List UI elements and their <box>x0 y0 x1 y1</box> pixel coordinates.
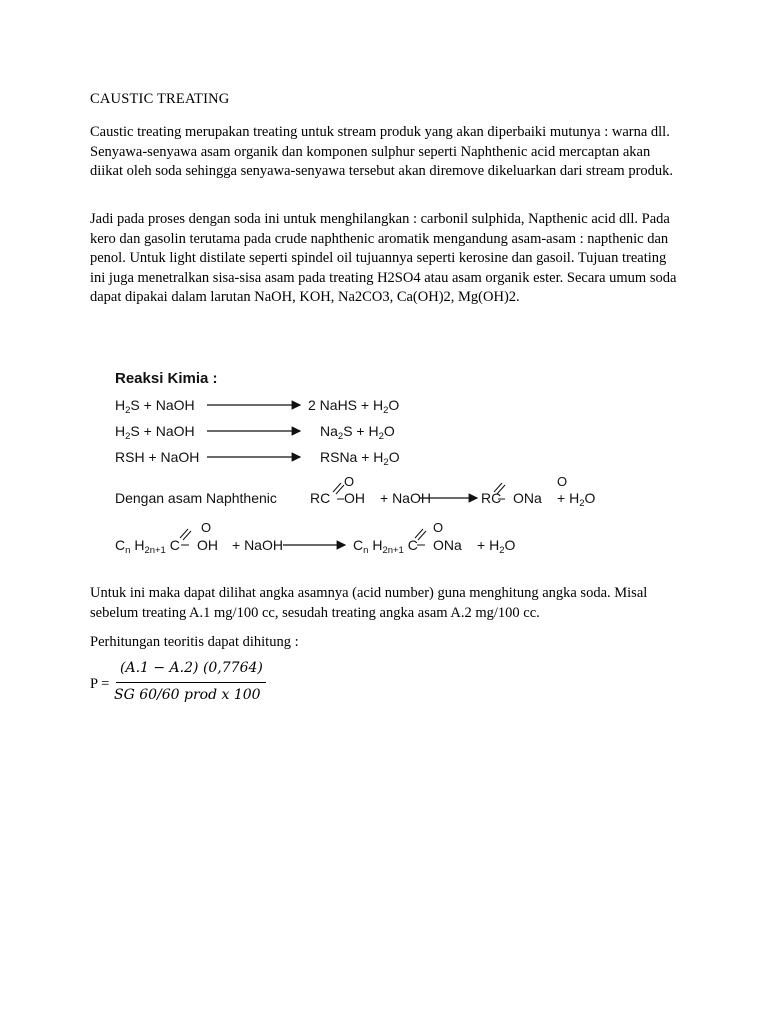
r4-rc-2: RC <box>481 490 502 506</box>
r1-reactants: $H_2S$ + NaOH <box>115 397 195 416</box>
r5-oxygen-1: O <box>201 520 212 535</box>
r1-products: 2 NaHS + $H_2O$ <box>308 397 400 416</box>
formula-block <box>90 660 350 710</box>
formula-numerator: (A.1 − A.2) (0,7764) <box>120 660 263 676</box>
reaction-heading: Reaksi Kimia : <box>115 370 218 387</box>
r5-alkyl: $C_n$ $H_{2n+1}$ C <box>115 537 180 556</box>
formula-label: P = <box>90 676 110 692</box>
r4-rc-1: RC <box>310 490 331 506</box>
paragraph-intro: Caustic treating merupakan treating untuk stream produk yang akan diperbaiki mutunya : warna dll. Senyawa-senyawa asam organik dan komponen sulphur seperti Naphthenic acid mercaptan akan diikat oleh soda sehingga senyawa-senyawa tersebut akan diremove dikeluarkan dari stream produk. <box>90 124 674 179</box>
document-title: CAUSTIC TREATING <box>90 91 230 107</box>
fraction-bar <box>116 682 266 683</box>
formula-denominator: SG 60/60 prod x 100 <box>114 687 261 703</box>
r4-oxygen-2: O <box>557 474 568 489</box>
r2-reactants: $H_2S$ + NaOH <box>115 423 195 442</box>
reaction-figure <box>115 368 635 563</box>
r4-oh: OH <box>344 490 365 506</box>
r4-plus-h2o: + $H_2O$ <box>557 490 596 509</box>
paragraph-process: Jadi pada proses dengan soda ini untuk menghilangkan : carbonil sulphida, Napthenic acid dll. Pada kero dan gasolin terutama pada crude naphthenic aromatik mengandung asam-asam : napthenic dan penol. Untuk light distilate seperti spindel oil tujuannya seperti kerosine dan gasoil. Tujuan treating ini juga menetralkan sisa-sisa asam pada treating H2SO4 atau asam organik ester. Secara umum soda dapat dipakai dalam larutan NaOH, KOH, Na2CO3, Ca(OH)2, Mg(OH)2. <box>90 211 677 305</box>
r4-plus-naoh: + NaOH <box>380 490 431 506</box>
r4-label: Dengan asam Naphthenic <box>115 490 277 506</box>
r4-ona: ONa <box>513 490 542 506</box>
r5-ona: ONa <box>433 537 462 553</box>
paragraph-calculation: Perhitungan teoritis dapat dihitung : <box>90 634 299 650</box>
r5-plus-h2o: + $H_2O$ <box>477 537 516 556</box>
r5-product-alkyl: $C_n$ $H_{2n+1}$ C <box>353 537 418 556</box>
r3-products: RSNa + $H_2O$ <box>320 449 400 468</box>
r5-oxygen-2: O <box>433 520 444 535</box>
r3-reactants: RSH + NaOH <box>115 449 200 465</box>
r5-oh: OH <box>197 537 218 553</box>
r2-products: $Na_2S + H_2O$ <box>320 423 395 442</box>
r5-plus-naoh: + NaOH <box>232 537 283 553</box>
paragraph-acid-number: Untuk ini maka dapat dilihat angka asamnya (acid number) guna menghitung angka soda. Misal sebelum treating A.1 mg/100 cc, sesudah treating angka asam A.2 mg/100 cc. <box>90 585 648 621</box>
r4-oxygen-1: O <box>344 474 355 489</box>
